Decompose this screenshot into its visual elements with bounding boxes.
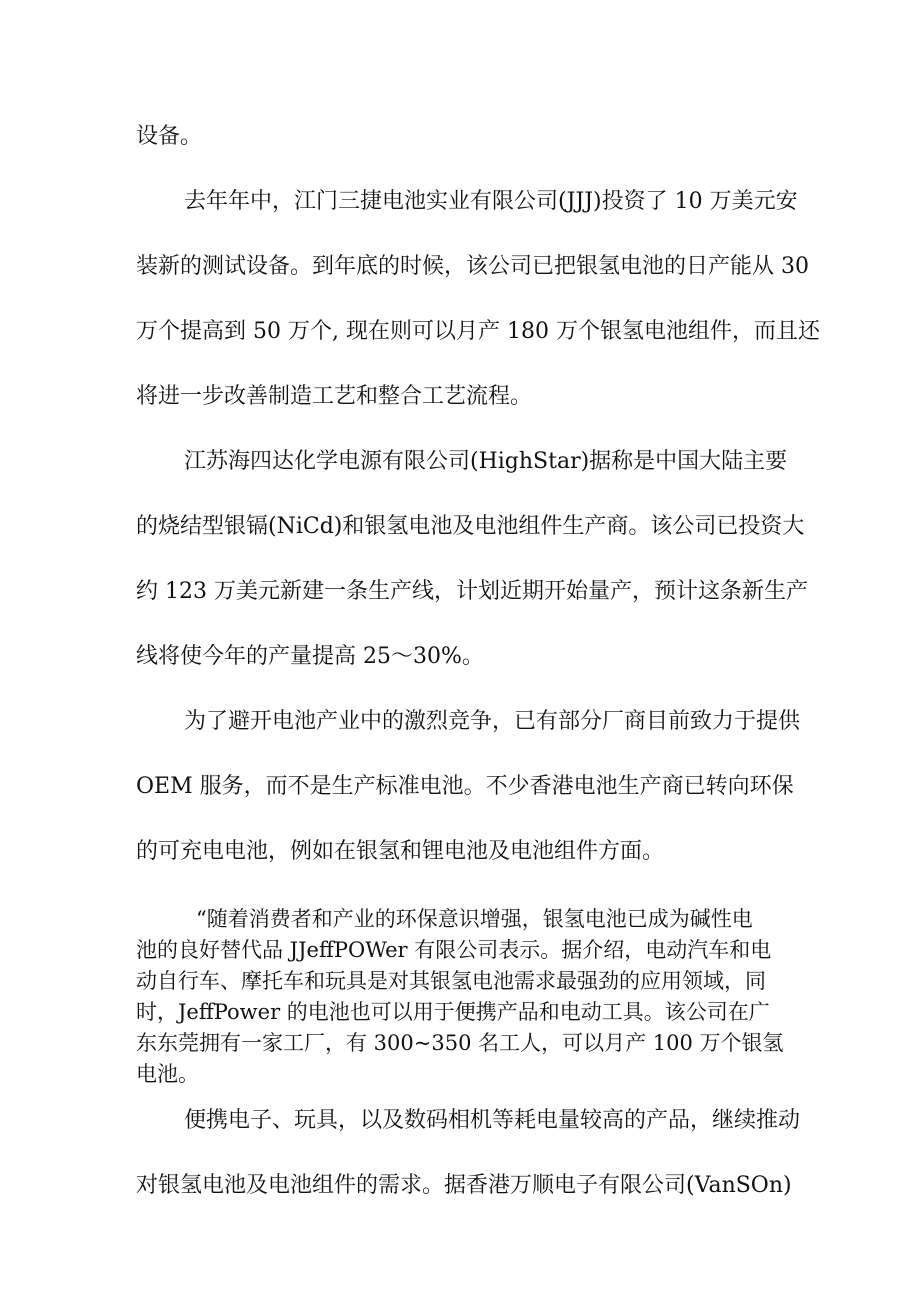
text-line: 对银氢电池及电池组件的需求。据香港万顺电子有限公司(VanSOn) xyxy=(136,1173,792,1198)
text-line: 设备。 xyxy=(136,124,203,149)
text-line: 池的良好替代品 JJeffPOWer 有限公司表示。据介绍，电动汽车和电 xyxy=(136,938,772,962)
text-line: 约 123 万美元新建一条生产线，计划近期开始量产，预计这条新生产 xyxy=(136,579,808,604)
text-line: 江苏海四达化学电源有限公司(HighStar)据称是中国大陆主要 xyxy=(184,449,788,474)
text-line: 东东莞拥有一家工厂，有 300~350 名工人，可以月产 100 万个银氢 xyxy=(136,1031,784,1055)
text-line: 的可充电电池，例如在银氢和锂电池及电池组件方面。 xyxy=(136,839,665,864)
text-line: 万个提高到 50 万个, 现在则可以月产 180 万个银氢电池组件，而且还 xyxy=(136,319,820,344)
text-line: 将进一步改善制造工艺和整合工艺流程。 xyxy=(136,384,533,409)
text-line: 电池。 xyxy=(136,1062,199,1086)
text-line: 便携电子、玩具，以及数码相机等耗电量较高的产品，继续推动 xyxy=(184,1108,801,1133)
text-line: 装新的测试设备。到年底的时候，该公司已把银氢电池的日产能从 30 xyxy=(136,254,809,279)
text-line: 动自行车、摩托车和玩具是对其银氢电池需求最强劲的应用领域，同 xyxy=(136,969,766,993)
text-line: 去年年中，江门三捷电池实业有限公司(JJJ)投资了 10 万美元安 xyxy=(184,189,798,214)
text-line: 为了避开电池产业中的激烈竞争，已有部分厂商目前致力于提供 xyxy=(184,709,801,734)
text-line: “随着消费者和产业的环保意识增强，银氢电池已成为碱性电 xyxy=(196,907,753,931)
text-line: OEM 服务，而不是生产标准电池。不少香港电池生产商已转向环保 xyxy=(136,774,794,799)
text-line: 线将使今年的产量提高 25～30%。 xyxy=(136,644,484,669)
text-line: 时，JeffPower 的电池也可以用于便携产品和电动工具。该公司在广 xyxy=(136,1000,770,1024)
text-line: 的烧结型银镉(NiCd)和银氢电池及电池组件生产商。该公司已投资大 xyxy=(136,514,805,539)
